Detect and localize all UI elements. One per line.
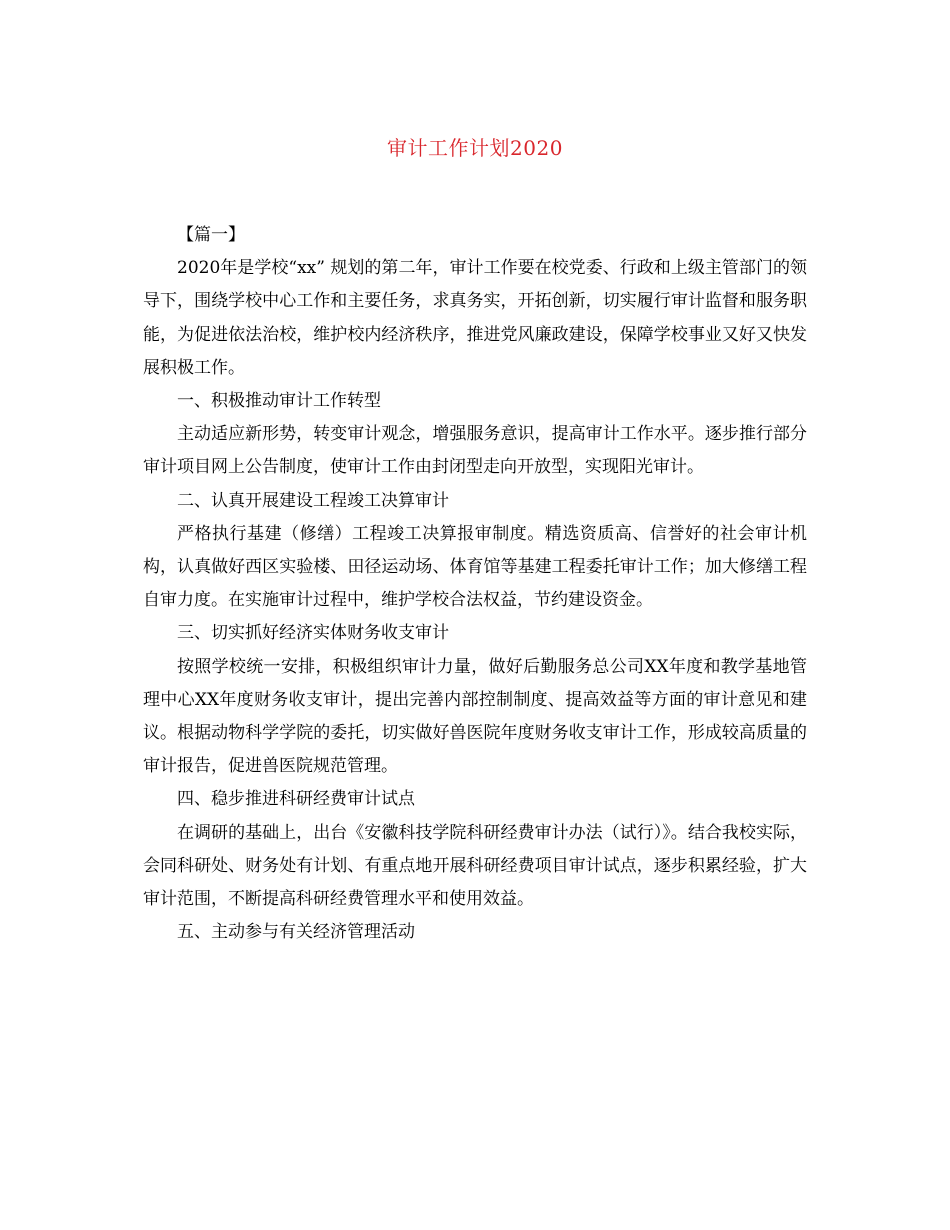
section-label: 【篇一】 bbox=[177, 225, 245, 245]
section-4-body: 在调研的基础上，出台《安徽科技学院科研经费审计办法（试行）》。结合我校实际，会同科研处、财务处有计划、有重点地开展科研经费项目审计试点，逐步积累经验，扩大审计范围，不断提高科研经费管理水平和使用效益。 bbox=[143, 822, 807, 910]
section-4-heading: 四、稳步推进科研经费审计试点 bbox=[177, 789, 415, 810]
section-3-body: 按照学校统一安排，积极组织审计力量，做好后勤服务总公司XX年度和教学基地管理中心XX年度财务收支审计，提出完善内部控制制度、提高效益等方面的审计意见和建议。根据动物科学学院的委托，切实做好兽医院年度财务收支审计工作，形成较高质量的审计报告，促进兽医院规范管理。 bbox=[143, 656, 807, 777]
section-2-body: 严格执行基建（修缮）工程竣工决算报审制度。精选资质高、信誉好的社会审计机构，认真做好西区实验楼、田径运动场、体育馆等基建工程委托审计工作；加大修缮工程自审力度。在实施审计过程中，维护学校合法权益，节约建设资金。 bbox=[143, 523, 807, 611]
section-5-heading: 五、主动参与有关经济管理活动 bbox=[177, 922, 415, 943]
section-1-body: 主动适应新形势，转变审计观念，增强服务意识，提高审计工作水平。逐步推行部分审计项目网上公告制度，使审计工作由封闭型走向开放型，实现阳光审计。 bbox=[143, 424, 807, 478]
section-3-heading: 三、切实抓好经济实体财务收支审计 bbox=[177, 623, 449, 644]
document-title: 审计工作计划2020 bbox=[387, 136, 563, 160]
section-1-heading: 一、积极推动审计工作转型 bbox=[177, 391, 381, 412]
intro-paragraph: 2020年是学校“xx” 规划的第二年，审计工作要在校党委、行政和上级主管部门的领导下，围绕学校中心工作和主要任务，求真务实，开拓创新，切实履行审计监督和服务职能，为促进依法治校，维护校内经济秩序，推进党风廉政建设，保障学校事业又好又快发展积极工作。 bbox=[143, 258, 807, 378]
section-2-heading: 二、认真开展建设工程竣工决算审计 bbox=[177, 490, 449, 511]
document-body bbox=[143, 219, 807, 949]
